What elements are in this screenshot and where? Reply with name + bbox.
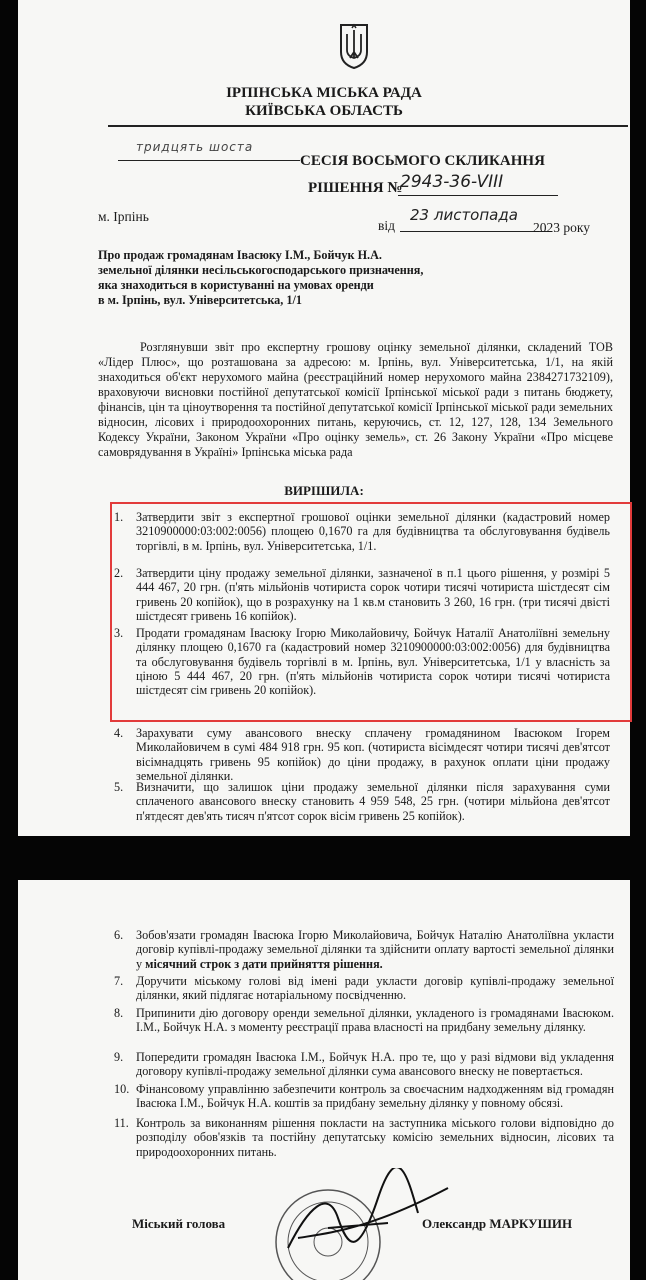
preamble-paragraph: Розглянувши звіт про експертну грошову оцінку земельної ділянки, складений ТОВ «Лідер Плюс», що розташована за адресою: м. Ірпінь, вул. Університетська, 1/1, на якій знаходиться об'єкт нерухомого майна (реєстраційний номер нерухомого майна 2384271732109), враховуючи висновки постійної депутатської комісії Ірпінської міської ради з питань бюджету, фінансів, цін та ціноутворення та постійної депутатської комісії Ірпінської міської ради земельних відносин, лісових і природоохоронних питань, керуючись, ст. 12, 127, 128, 134 Земельного Кодексу України, Законом України «Про оцінку земель», ст. 26 Закону України «Про місцеве самоврядування в Україні» Ірпінська міська рада	[98, 340, 613, 459]
region-name: КИЇВСЬКА ОБЛАСТЬ	[245, 103, 403, 119]
session-label: СЕСІЯ ВОСЬМОГО СКЛИКАННЯ	[300, 153, 545, 169]
decision-item-8: 8. Припинити дію договору оренди земельної ділянки, укладеного із громадянами Івасюком. І.М., Бойчук Н.А. з моменту реєстрації права власності на придбану земельну ділянку.	[114, 1006, 614, 1035]
resolved-heading: ВИРІШИЛА:	[284, 483, 364, 498]
date-prefix: від	[378, 218, 395, 233]
coat-of-arms-icon	[338, 22, 370, 70]
place-name: м. Ірпінь	[98, 209, 149, 224]
decision-number-handwritten: 2943-36-VIII	[400, 172, 504, 192]
decision-item-2: 2. Затвердити ціну продажу земельної ділянки, зазначеної в п.1 цього рішення, у розмірі 5 444 467, 20 грн. (п'ять мільйонів чотириста сорок чотири тисячі чотириста шістдесят сім гривень 20 копійок), що в розрахунку на 1 кв.м становить 3 260, 16 грн. (три тисячі двісті шістдесят гривень 16 копійок).	[114, 566, 610, 623]
decision-item-5: 5. Визначити, що залишок ціни продажу земельної ділянки після зарахування суми сплаченого авансового внеску становить 4 959 548, 25 грн. (чотири мільйона дев'ятсот п'ятдесят дев'ять тисяч п'ятсот сорок вісім гривень 25 копійок).	[114, 780, 610, 823]
date-line	[400, 231, 550, 232]
signature-title: Міський голова	[132, 1216, 226, 1231]
decision-item-4: 4. Зарахувати суму авансового внеску сплачену громадянином Івасюком Ігорем Миколайовичем в сумі 484 918 грн. 95 коп. (чотириста вісімдесят чотири тисячі дев'ятсот вісімнадцять гривень 95 копійок) до ціни продажу, в рахунок оплати ціни продажу земельної ділянки.	[114, 726, 610, 783]
subject-line: земельної ділянки несільськогосподарського призначення,	[98, 263, 424, 277]
session-number-line	[118, 160, 300, 161]
date-handwritten: 23 листопада	[410, 206, 518, 224]
session-number-handwritten: тридцять шоста	[136, 140, 254, 154]
document-page-2	[18, 880, 630, 1280]
decision-subject	[98, 248, 538, 308]
decision-item-6: 6. Зобов'язати громадян Івасюка Ігорю Миколайовича, Бойчук Наталію Анатоліївна укласти договір купівлі-продажу земельної ділянки та здійснити оплату вартості земельної ділянки у місячний строк з дати прийняття рішення.	[114, 928, 614, 971]
decision-number-line	[398, 195, 558, 196]
subject-line: Про продаж громадянам Івасюку І.М., Бойчук Н.А.	[98, 248, 382, 262]
header-divider	[108, 125, 628, 127]
decision-item-10: 10. Фінансовому управлінню забезпечити контроль за своєчасним надходженням від громадян Івасюка І.М., Бойчук Н.А. коштів за придбану земельну ділянку у повному обсязі.	[114, 1082, 614, 1111]
decision-item-9: 9. Попередити громадян Івасюка І.М., Бойчук Н.А. про те, що у разі відмови від укладення договору купівлі-продажу земельної ділянки сума авансового внеску не повертається.	[114, 1050, 614, 1079]
decision-item-7: 7. Доручити міському голові від імені ради укласти договір купівлі-продажу земельної ділянки, який підлягає нотаріальному посвідченню.	[114, 974, 614, 1003]
decision-label: РІШЕННЯ №	[308, 180, 403, 196]
date-year: 2023 року	[533, 220, 590, 235]
decision-item-3: 3. Продати громадянам Івасюку Ігорю Миколайовичу, Бойчук Наталії Анатоліївні земельну ділянку площею 0,1670 га (кадастровий номер 3210900000:03:002:0056) для будівництва та обслуговування будівель торгівлі в м. Ірпінь, вул. Університетська, 1/1 у власність за ціною 5 444 467, 20 грн. (п'ять мільйонів чотириста сорок чотири тисячі чотириста шістдесят сім гривень 20 копійок).	[114, 626, 610, 698]
signature-name: Олександр МАРКУШИН	[422, 1216, 573, 1231]
decision-item-1: 1. Затвердити звіт з експертної грошової оцінки земельної ділянки (кадастровий номер 3210900000:03:002:0056) площею 0,1670 га для будівництва та обслуговування будівель торгівлі, в м. Ірпінь, вул. Університетська, 1/1.	[114, 510, 610, 553]
decision-item-11: 11. Контроль за виконанням рішення покласти на заступника міського голови відповідно до розподілу обов'язків та постійну депутатську комісію земельних відносин, лісових та природоохоронних питань.	[114, 1116, 614, 1159]
subject-line: в м. Ірпінь, вул. Університетська, 1/1	[98, 293, 302, 307]
document-page-1	[18, 0, 630, 836]
council-name: ІРПІНСЬКА МІСЬКА РАДА	[226, 85, 422, 101]
subject-line: яка знаходиться в користуванні на умовах оренди	[98, 278, 374, 292]
